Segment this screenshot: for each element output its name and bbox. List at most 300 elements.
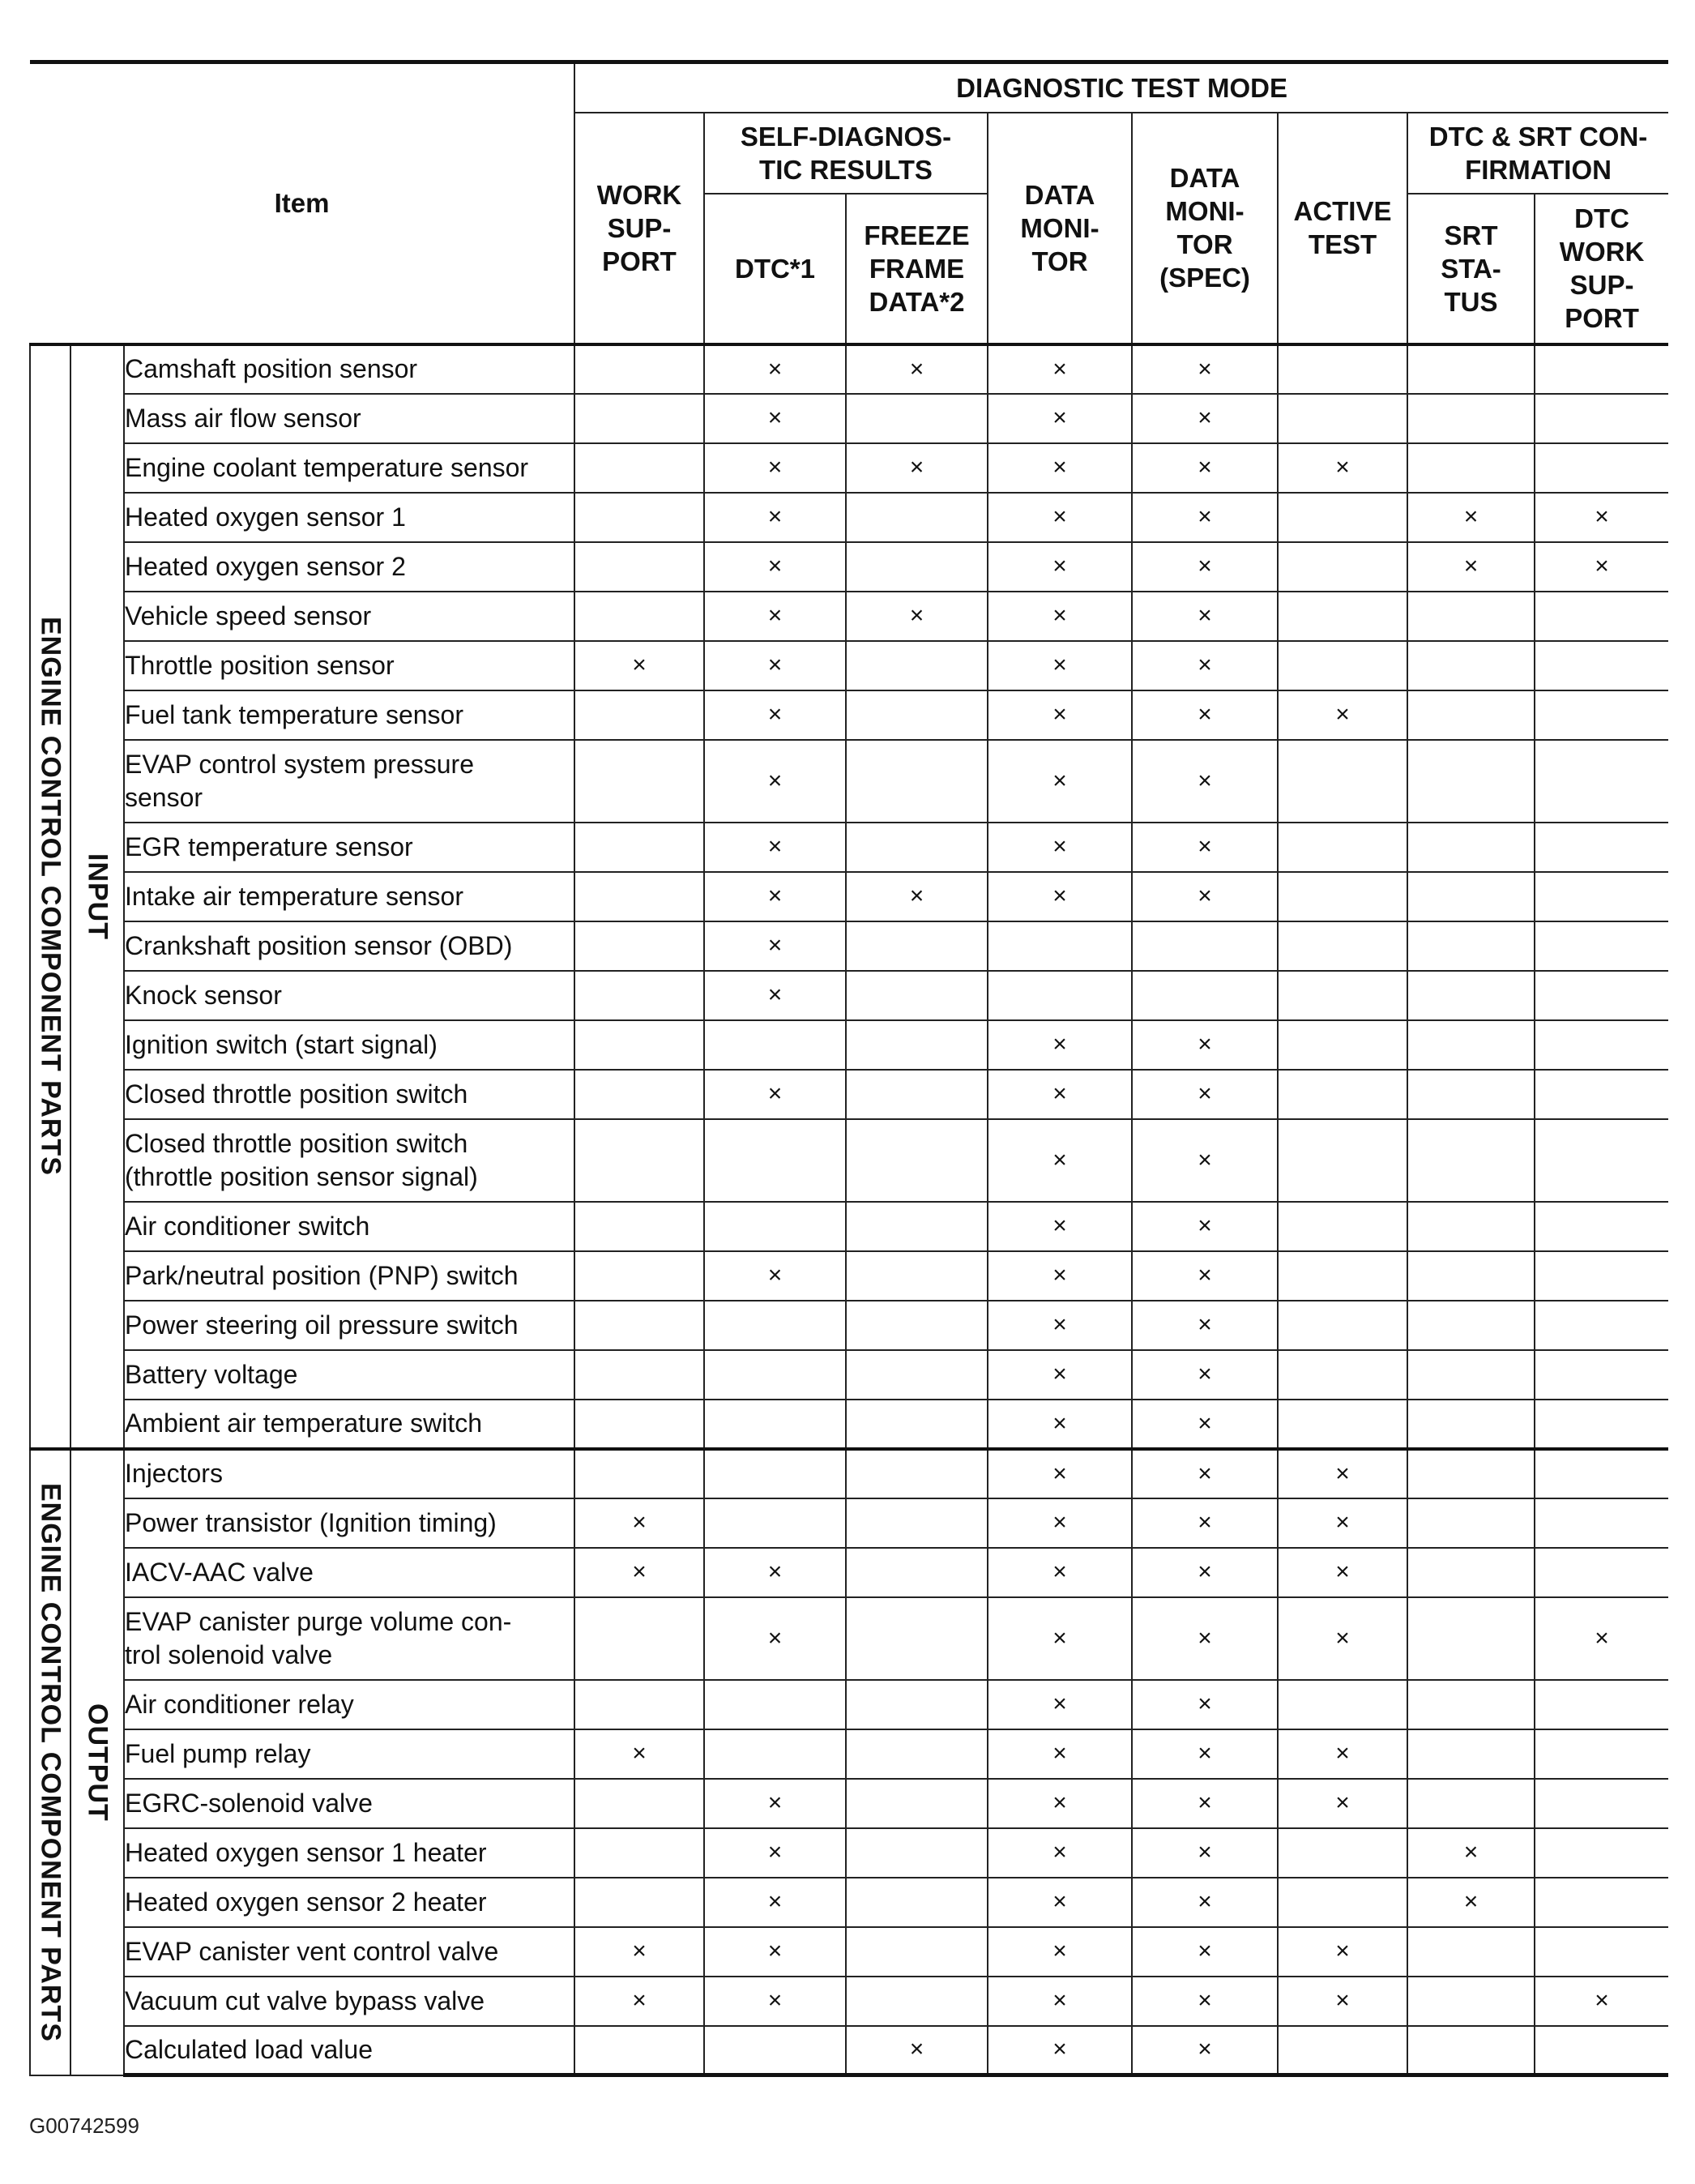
empty-cell — [1535, 740, 1668, 823]
item-label: EGRC-solenoid valve — [124, 1779, 574, 1828]
empty-cell — [1132, 971, 1278, 1020]
empty-cell — [1535, 1020, 1668, 1070]
cross-mark-icon: × — [1198, 1690, 1212, 1717]
empty-cell — [1278, 740, 1407, 823]
check-mark-cell — [1278, 1729, 1407, 1779]
cross-mark-icon: × — [1052, 1839, 1067, 1866]
cross-mark-icon: × — [767, 1888, 783, 1915]
cross-mark-icon: × — [1052, 1509, 1067, 1536]
item-label: Air conditioner relay — [124, 1680, 574, 1729]
cross-mark-icon: × — [1198, 1212, 1212, 1239]
cross-mark-icon: × — [1198, 1509, 1212, 1536]
subcategory-label-cell — [70, 344, 124, 1449]
empty-cell — [1407, 823, 1535, 872]
check-mark-cell — [704, 641, 846, 690]
empty-cell — [574, 1878, 704, 1927]
cross-mark-icon: × — [632, 652, 647, 678]
empty-cell — [1535, 1779, 1668, 1828]
check-mark-cell — [1278, 1779, 1407, 1828]
check-mark-cell — [1132, 542, 1278, 592]
item-label: Ambient air temperature switch — [124, 1400, 574, 1449]
check-mark-cell — [1132, 1548, 1278, 1597]
empty-cell — [846, 1597, 988, 1680]
empty-cell — [1535, 344, 1668, 394]
empty-cell — [846, 641, 988, 690]
empty-cell — [1407, 641, 1535, 690]
item-label: Crankshaft position sensor (OBD) — [124, 921, 574, 971]
check-mark-cell — [1132, 2026, 1278, 2075]
empty-cell — [574, 690, 704, 740]
table-body — [30, 344, 1668, 2075]
check-mark-cell — [988, 443, 1132, 493]
cross-mark-icon: × — [1335, 454, 1350, 481]
header-item: Item — [30, 62, 574, 344]
table-row — [30, 592, 1668, 641]
item-label: Air conditioner switch — [124, 1202, 574, 1251]
check-mark-cell — [988, 690, 1132, 740]
item-label: Fuel pump relay — [124, 1729, 574, 1779]
empty-cell — [574, 1449, 704, 1498]
cross-mark-icon: × — [632, 1987, 647, 2014]
check-mark-cell — [574, 1498, 704, 1548]
cross-mark-icon: × — [1335, 1558, 1350, 1585]
check-mark-cell — [1535, 542, 1668, 592]
check-mark-cell — [704, 592, 846, 641]
check-mark-cell — [1132, 1927, 1278, 1977]
empty-cell — [1407, 1020, 1535, 1070]
check-mark-cell — [704, 443, 846, 493]
empty-cell — [574, 1119, 704, 1202]
empty-cell — [704, 1498, 846, 1548]
table-row — [30, 1498, 1668, 1548]
empty-cell — [1407, 1251, 1535, 1301]
cross-mark-icon: × — [767, 1987, 783, 2014]
cross-mark-icon: × — [632, 1509, 647, 1536]
cross-mark-icon: × — [1052, 701, 1067, 728]
cross-mark-icon: × — [767, 503, 783, 530]
cross-mark-icon: × — [767, 883, 783, 909]
table-row — [30, 1251, 1668, 1301]
cross-mark-icon: × — [632, 1558, 647, 1585]
cross-mark-icon: × — [1052, 454, 1067, 481]
item-label: Heated oxygen sensor 1 heater — [124, 1828, 574, 1878]
empty-cell — [846, 1301, 988, 1350]
check-mark-cell — [988, 641, 1132, 690]
cross-mark-icon: × — [1198, 1938, 1212, 1964]
cross-mark-icon: × — [1198, 767, 1212, 794]
check-mark-cell — [704, 344, 846, 394]
empty-cell — [574, 823, 704, 872]
empty-cell — [1407, 872, 1535, 921]
empty-cell — [846, 971, 988, 1020]
empty-cell — [574, 1301, 704, 1350]
empty-cell — [574, 344, 704, 394]
check-mark-cell — [1132, 443, 1278, 493]
item-label: EVAP canister purge volume con- trol solenoid valve — [124, 1597, 574, 1680]
figure-code: G00742599 — [29, 2113, 139, 2138]
cross-mark-icon: × — [1198, 553, 1212, 579]
item-label: Injectors — [124, 1449, 574, 1498]
cross-mark-icon: × — [1198, 1789, 1212, 1816]
check-mark-cell — [1278, 690, 1407, 740]
cross-mark-icon: × — [909, 2036, 924, 2063]
check-mark-cell — [1407, 542, 1535, 592]
cross-mark-icon: × — [1335, 1740, 1350, 1767]
item-label: Vacuum cut valve bypass valve — [124, 1977, 574, 2026]
empty-cell — [1278, 1202, 1407, 1251]
empty-cell — [1535, 1070, 1668, 1119]
cross-mark-icon: × — [1595, 1987, 1609, 2014]
cross-mark-icon: × — [1198, 1031, 1212, 1058]
empty-cell — [704, 1729, 846, 1779]
cross-mark-icon: × — [1463, 1888, 1479, 1915]
empty-cell — [1278, 1828, 1407, 1878]
empty-cell — [574, 971, 704, 1020]
check-mark-cell — [704, 740, 846, 823]
category-label: ENGINE CONTROL COMPONENT PARTS — [35, 617, 66, 1176]
empty-cell — [1278, 1680, 1407, 1729]
table-row — [30, 1779, 1668, 1828]
table-row — [30, 493, 1668, 542]
check-mark-cell — [988, 1070, 1132, 1119]
cross-mark-icon: × — [1335, 1624, 1350, 1652]
empty-cell — [1407, 690, 1535, 740]
cross-mark-icon: × — [1052, 1212, 1067, 1239]
empty-cell — [1278, 823, 1407, 872]
check-mark-cell — [1132, 1878, 1278, 1927]
cross-mark-icon: × — [1198, 1987, 1212, 2014]
table-row — [30, 1729, 1668, 1779]
empty-cell — [1535, 1251, 1668, 1301]
check-mark-cell — [704, 921, 846, 971]
empty-cell — [574, 443, 704, 493]
check-mark-cell — [1132, 641, 1278, 690]
check-mark-cell — [1278, 1498, 1407, 1548]
table-row — [30, 1070, 1668, 1119]
empty-cell — [574, 542, 704, 592]
check-mark-cell — [1132, 1400, 1278, 1449]
empty-cell — [1278, 872, 1407, 921]
table-row — [30, 690, 1668, 740]
cross-mark-icon: × — [1335, 701, 1350, 728]
empty-cell — [1278, 921, 1407, 971]
cross-mark-icon: × — [1052, 1690, 1067, 1717]
check-mark-cell — [988, 1251, 1132, 1301]
cross-mark-icon: × — [909, 602, 924, 629]
check-mark-cell — [1132, 344, 1278, 394]
empty-cell — [1407, 1202, 1535, 1251]
cross-mark-icon: × — [767, 833, 783, 860]
cross-mark-icon: × — [767, 1080, 783, 1107]
check-mark-cell — [988, 1119, 1132, 1202]
cross-mark-icon: × — [1198, 1409, 1212, 1437]
empty-cell — [1278, 592, 1407, 641]
empty-cell — [1535, 1449, 1668, 1498]
check-mark-cell — [574, 641, 704, 690]
empty-cell — [1407, 1498, 1535, 1548]
cross-mark-icon: × — [1052, 1311, 1067, 1338]
empty-cell — [574, 921, 704, 971]
cross-mark-icon: × — [1052, 767, 1067, 794]
empty-cell — [1278, 971, 1407, 1020]
item-label: Closed throttle position switch (throttle position sensor signal) — [124, 1119, 574, 1202]
empty-cell — [846, 394, 988, 443]
check-mark-cell — [846, 2026, 988, 2075]
check-mark-cell — [1132, 1779, 1278, 1828]
empty-cell — [1535, 1828, 1668, 1878]
empty-cell — [1535, 1878, 1668, 1927]
header-srt-status: SRT STA- TUS — [1407, 194, 1535, 344]
table-row — [30, 1202, 1668, 1251]
cross-mark-icon: × — [1052, 1409, 1067, 1437]
check-mark-cell — [704, 1251, 846, 1301]
cross-mark-icon: × — [1198, 1311, 1212, 1338]
cross-mark-icon: × — [767, 553, 783, 579]
cross-mark-icon: × — [1335, 1987, 1350, 2014]
table-row — [30, 1597, 1668, 1680]
check-mark-cell — [704, 542, 846, 592]
empty-cell — [846, 690, 988, 740]
cross-mark-icon: × — [1198, 652, 1212, 678]
check-mark-cell — [1278, 1548, 1407, 1597]
subcategory-label: OUTPUT — [82, 1703, 113, 1822]
empty-cell — [1535, 1729, 1668, 1779]
cross-mark-icon: × — [1595, 503, 1609, 530]
item-label: Ignition switch (start signal) — [124, 1020, 574, 1070]
check-mark-cell — [574, 1548, 704, 1597]
check-mark-cell — [1132, 1251, 1278, 1301]
header-dtc-work-support: DTC WORK SUP- PORT — [1535, 194, 1668, 344]
check-mark-cell — [704, 394, 846, 443]
item-label: Closed throttle position switch — [124, 1070, 574, 1119]
check-mark-cell — [704, 493, 846, 542]
empty-cell — [1278, 2026, 1407, 2075]
header-data-monitor: DATA MONI- TOR — [988, 113, 1132, 344]
empty-cell — [846, 1729, 988, 1779]
empty-cell — [1535, 1350, 1668, 1400]
empty-cell — [1278, 1878, 1407, 1927]
table-row — [30, 1400, 1668, 1449]
empty-cell — [846, 921, 988, 971]
check-mark-cell — [1535, 1597, 1668, 1680]
check-mark-cell — [1132, 1119, 1278, 1202]
empty-cell — [574, 1251, 704, 1301]
cross-mark-icon: × — [1198, 1262, 1212, 1289]
check-mark-cell — [988, 1779, 1132, 1828]
cross-mark-icon: × — [1198, 1146, 1212, 1173]
empty-cell — [846, 1878, 988, 1927]
cross-mark-icon: × — [1052, 1789, 1067, 1816]
empty-cell — [1278, 1350, 1407, 1400]
empty-cell — [1407, 1680, 1535, 1729]
check-mark-cell — [1132, 690, 1278, 740]
empty-cell — [1278, 1119, 1407, 1202]
check-mark-cell — [846, 344, 988, 394]
item-label: Knock sensor — [124, 971, 574, 1020]
cross-mark-icon: × — [1052, 1080, 1067, 1107]
cross-mark-icon: × — [1052, 1262, 1067, 1289]
empty-cell — [846, 1202, 988, 1251]
item-label: Power steering oil pressure switch — [124, 1301, 574, 1350]
cross-mark-icon: × — [632, 1938, 647, 1964]
empty-cell — [1535, 2026, 1668, 2075]
item-label: Fuel tank temperature sensor — [124, 690, 574, 740]
empty-cell — [1407, 1927, 1535, 1977]
check-mark-cell — [988, 1878, 1132, 1927]
subcategory-label-cell — [70, 1449, 124, 2075]
empty-cell — [1407, 592, 1535, 641]
empty-cell — [1278, 493, 1407, 542]
empty-cell — [574, 1680, 704, 1729]
check-mark-cell — [1407, 1828, 1535, 1878]
empty-cell — [1407, 971, 1535, 1020]
empty-cell — [846, 1977, 988, 2026]
empty-cell — [1407, 394, 1535, 443]
empty-cell — [846, 740, 988, 823]
check-mark-cell — [988, 542, 1132, 592]
cross-mark-icon: × — [1335, 1789, 1350, 1816]
empty-cell — [1407, 740, 1535, 823]
cross-mark-icon: × — [1463, 1839, 1479, 1866]
empty-cell — [704, 2026, 846, 2075]
empty-cell — [1278, 1400, 1407, 1449]
item-label: IACV-AAC valve — [124, 1548, 574, 1597]
empty-cell — [574, 1400, 704, 1449]
item-label: Calculated load value — [124, 2026, 574, 2075]
empty-cell — [574, 1779, 704, 1828]
cross-mark-icon: × — [767, 355, 783, 383]
item-label: EGR temperature sensor — [124, 823, 574, 872]
check-mark-cell — [1132, 740, 1278, 823]
cross-mark-icon: × — [1198, 1839, 1212, 1866]
table-row — [30, 1548, 1668, 1597]
check-mark-cell — [704, 1597, 846, 1680]
category-label-cell — [30, 1449, 70, 2075]
check-mark-cell — [1132, 1828, 1278, 1878]
cross-mark-icon: × — [1335, 1938, 1350, 1964]
item-label: Vehicle speed sensor — [124, 592, 574, 641]
check-mark-cell — [988, 344, 1132, 394]
check-mark-cell — [1132, 823, 1278, 872]
check-mark-cell — [1132, 394, 1278, 443]
cross-mark-icon: × — [1198, 602, 1212, 629]
check-mark-cell — [704, 1828, 846, 1878]
item-label: Mass air flow sensor — [124, 394, 574, 443]
header-active-test: ACTIVE TEST — [1278, 113, 1407, 344]
cross-mark-icon: × — [1198, 1624, 1212, 1652]
check-mark-cell — [988, 1597, 1132, 1680]
empty-cell — [704, 1350, 846, 1400]
empty-cell — [846, 1828, 988, 1878]
empty-cell — [1535, 1548, 1668, 1597]
cross-mark-icon: × — [1052, 1558, 1067, 1585]
check-mark-cell — [988, 592, 1132, 641]
cross-mark-icon: × — [1052, 883, 1067, 909]
cross-mark-icon: × — [1052, 833, 1067, 860]
check-mark-cell — [988, 394, 1132, 443]
table-row — [30, 740, 1668, 823]
table-row — [30, 1878, 1668, 1927]
item-label: Heated oxygen sensor 2 — [124, 542, 574, 592]
empty-cell — [1407, 1548, 1535, 1597]
check-mark-cell — [1132, 1597, 1278, 1680]
check-mark-cell — [704, 1779, 846, 1828]
empty-cell — [1278, 394, 1407, 443]
table-row — [30, 394, 1668, 443]
table-row — [30, 1119, 1668, 1202]
cross-mark-icon: × — [1052, 404, 1067, 431]
cross-mark-icon: × — [1198, 1460, 1212, 1487]
item-label: EVAP canister vent control valve — [124, 1927, 574, 1977]
cross-mark-icon: × — [1198, 701, 1212, 728]
check-mark-cell — [704, 1878, 846, 1927]
cross-mark-icon: × — [767, 404, 783, 431]
table-row — [30, 1301, 1668, 1350]
empty-cell — [574, 1828, 704, 1878]
empty-cell — [846, 1070, 988, 1119]
empty-cell — [574, 1070, 704, 1119]
check-mark-cell — [1407, 493, 1535, 542]
cross-mark-icon: × — [1052, 602, 1067, 629]
check-mark-cell — [704, 1070, 846, 1119]
empty-cell — [846, 1400, 988, 1449]
cross-mark-icon: × — [1198, 1080, 1212, 1107]
cross-mark-icon: × — [1335, 1509, 1350, 1536]
table-row — [30, 344, 1668, 394]
empty-cell — [1535, 823, 1668, 872]
check-mark-cell — [1132, 872, 1278, 921]
check-mark-cell — [704, 690, 846, 740]
empty-cell — [704, 1680, 846, 1729]
category-label-cell — [30, 344, 70, 1449]
check-mark-cell — [1278, 1597, 1407, 1680]
cross-mark-icon: × — [1595, 553, 1609, 579]
check-mark-cell — [1132, 1301, 1278, 1350]
cross-mark-icon: × — [1052, 1146, 1067, 1173]
empty-cell — [1407, 1977, 1535, 2026]
empty-cell — [574, 1597, 704, 1680]
cross-mark-icon: × — [1052, 2036, 1067, 2063]
cross-mark-icon: × — [1052, 1888, 1067, 1915]
check-mark-cell — [574, 1977, 704, 2026]
diagnostic-test-mode-table — [29, 60, 1668, 2077]
check-mark-cell — [1132, 1977, 1278, 2026]
cross-mark-icon: × — [767, 1262, 783, 1289]
empty-cell — [1278, 1251, 1407, 1301]
cross-mark-icon: × — [1198, 1558, 1212, 1585]
empty-cell — [1535, 443, 1668, 493]
check-mark-cell — [704, 1977, 846, 2026]
check-mark-cell — [988, 1449, 1132, 1498]
empty-cell — [574, 1020, 704, 1070]
empty-cell — [846, 1449, 988, 1498]
item-label: Heated oxygen sensor 2 heater — [124, 1878, 574, 1927]
check-mark-cell — [1407, 1878, 1535, 1927]
empty-cell — [1278, 1070, 1407, 1119]
check-mark-cell — [1278, 1927, 1407, 1977]
check-mark-cell — [988, 823, 1132, 872]
header-dtc: DTC*1 — [704, 194, 846, 344]
check-mark-cell — [988, 872, 1132, 921]
empty-cell — [1407, 1350, 1535, 1400]
item-label: Camshaft position sensor — [124, 344, 574, 394]
empty-cell — [846, 823, 988, 872]
check-mark-cell — [846, 872, 988, 921]
cross-mark-icon: × — [1052, 1460, 1067, 1487]
empty-cell — [704, 1202, 846, 1251]
table-row — [30, 823, 1668, 872]
empty-cell — [574, 493, 704, 542]
